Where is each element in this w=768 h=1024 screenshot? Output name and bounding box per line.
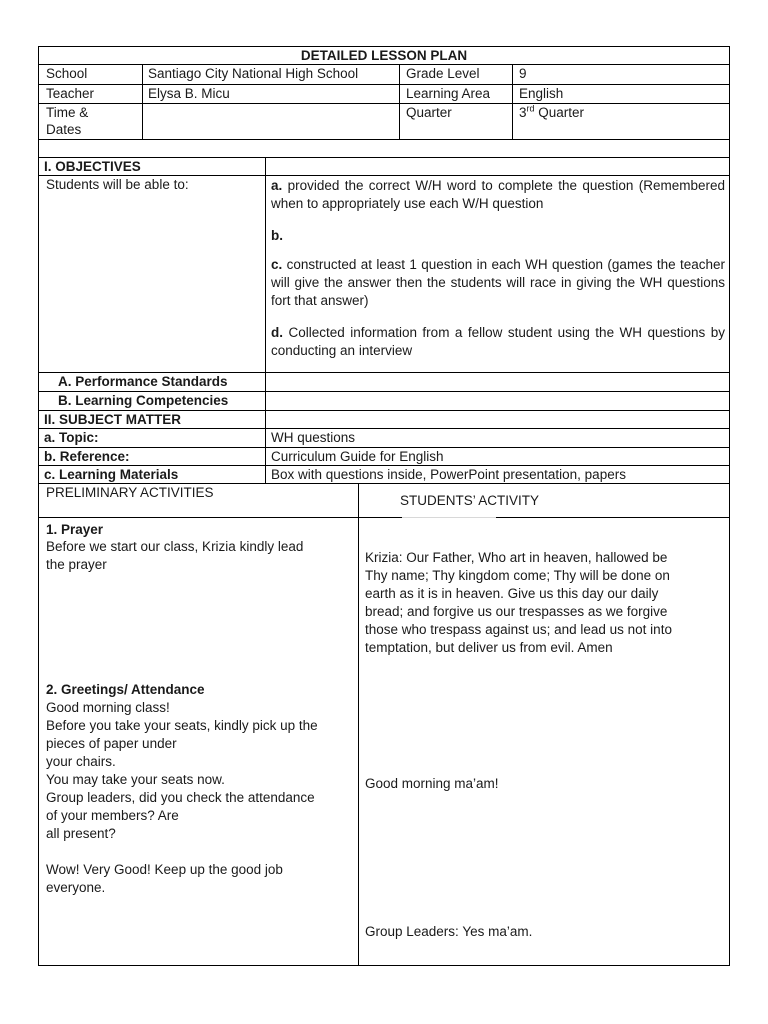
objectives-heading: I. OBJECTIVES <box>44 159 141 174</box>
quarter-word: Quarter <box>534 105 585 120</box>
column-divider <box>142 64 143 140</box>
objective-a <box>271 177 725 213</box>
prayer-line: Before we start our class, Krizia kindly lead <box>46 539 304 554</box>
greetings-heading: 2. Greetings/ Attendance <box>46 682 205 697</box>
objective-d-text: Collected information from a fellow student using the WH questions by conducting an interview <box>271 325 725 358</box>
greeting-line: Good morning class! <box>46 700 170 715</box>
teacher-label: Teacher <box>46 86 95 101</box>
greeting-line: of your members? Are <box>46 808 179 823</box>
preliminary-activities-header: PRELIMINARY ACTIVITIES <box>46 485 214 500</box>
greetings-instruction <box>46 699 351 843</box>
prayer-response-line: temptation, but deliver us from evil. Amen <box>365 640 613 655</box>
objective-c <box>271 256 725 310</box>
objective-d <box>271 324 725 360</box>
prayer-response-line: those who trespass against us; and lead us not into <box>365 622 672 637</box>
praise-line: everyone. <box>46 880 106 895</box>
topic-value: WH questions <box>271 430 356 445</box>
row-divider <box>38 175 730 176</box>
learning-area-label: Learning Area <box>406 86 491 101</box>
row-divider <box>38 157 730 158</box>
learning-competencies-label: B. Learning Competencies <box>58 393 229 408</box>
objective-a-text: provided the correct W/H word to complete the question (Remembered when to appropriately use each W/H question <box>271 178 725 211</box>
column-divider <box>399 64 400 140</box>
students-activity-header: STUDENTS’ ACTIVITY <box>400 493 540 508</box>
performance-standards-label: A. Performance Standards <box>58 374 228 389</box>
time-label-line-2: Dates <box>46 122 82 137</box>
prayer-response-line: Thy name; Thy kingdom come; Thy will be done on <box>365 568 670 583</box>
quarter-value <box>519 105 584 121</box>
prayer-response <box>365 549 725 657</box>
page-title: DETAILED LESSON PLAN <box>300 48 468 63</box>
group-leaders-response: Group Leaders: Yes ma’am. <box>365 924 533 939</box>
row-divider <box>38 483 730 484</box>
quarter-label: Quarter <box>406 105 452 120</box>
column-divider <box>512 64 513 140</box>
topic-label: a. Topic: <box>44 430 99 445</box>
objective-c-label: c. <box>271 257 283 272</box>
greeting-response: Good morning ma’am! <box>365 776 499 791</box>
objective-b-label: b. <box>271 228 283 243</box>
objective-b <box>271 227 725 245</box>
prayer-response-line: earth as it is in heaven. Give us this day our daily <box>365 586 659 601</box>
column-divider <box>265 157 266 484</box>
grade-label: Grade Level <box>406 66 480 81</box>
column-divider <box>358 483 359 966</box>
prayer-response-line: Krizia: Our Father, Who art in heaven, hallowed be <box>365 550 668 565</box>
row-divider <box>38 410 730 411</box>
subject-matter-heading: II. SUBJECT MATTER <box>44 412 182 427</box>
prayer-line: the prayer <box>46 557 107 572</box>
learning-materials-value: Box with questions inside, PowerPoint presentation, papers <box>271 467 626 482</box>
grade-value: 9 <box>519 66 527 81</box>
greeting-line: You may take your seats now. <box>46 772 225 787</box>
objectives-intro: Students will be able to: <box>46 177 189 192</box>
school-value: Santiago City National High School <box>148 66 359 81</box>
row-divider <box>38 517 730 518</box>
prayer-instruction <box>46 538 351 574</box>
learning-area-value: English <box>519 86 564 101</box>
objective-a-label: a. <box>271 178 283 193</box>
row-divider <box>38 428 730 429</box>
greeting-line: all present? <box>46 826 116 841</box>
row-divider <box>38 372 730 373</box>
greeting-line: your chairs. <box>46 754 116 769</box>
objective-c-text: constructed at least 1 question in each WH question (games the teacher will give the answer then the students will race in giving the WH questions fort that answer) <box>271 257 725 308</box>
row-divider <box>38 465 730 466</box>
quarter-number: 3 <box>519 105 527 120</box>
reference-label: b. Reference: <box>44 449 130 464</box>
praise-text <box>46 861 351 897</box>
teacher-value: Elysa B. Micu <box>148 86 230 101</box>
faint-rule <box>402 517 496 518</box>
praise-line: Wow! Very Good! Keep up the good job <box>46 862 283 877</box>
greeting-line: pieces of paper under <box>46 736 177 751</box>
row-divider <box>38 391 730 392</box>
prayer-response-line: bread; and forgive us our trespasses as we forgive <box>365 604 668 619</box>
time-label-line-1: Time & <box>46 105 89 120</box>
school-label: School <box>46 66 88 81</box>
objective-d-label: d. <box>271 325 283 340</box>
greeting-line: Before you take your seats, kindly pick up the <box>46 718 318 733</box>
reference-value: Curriculum Guide for English <box>271 449 444 464</box>
greeting-line: Group leaders, did you check the attendance <box>46 790 315 805</box>
prayer-heading: 1. Prayer <box>46 522 104 537</box>
row-divider <box>38 447 730 448</box>
learning-materials-label: c. Learning Materials <box>44 467 179 482</box>
quarter-ordinal: rd <box>526 103 535 114</box>
